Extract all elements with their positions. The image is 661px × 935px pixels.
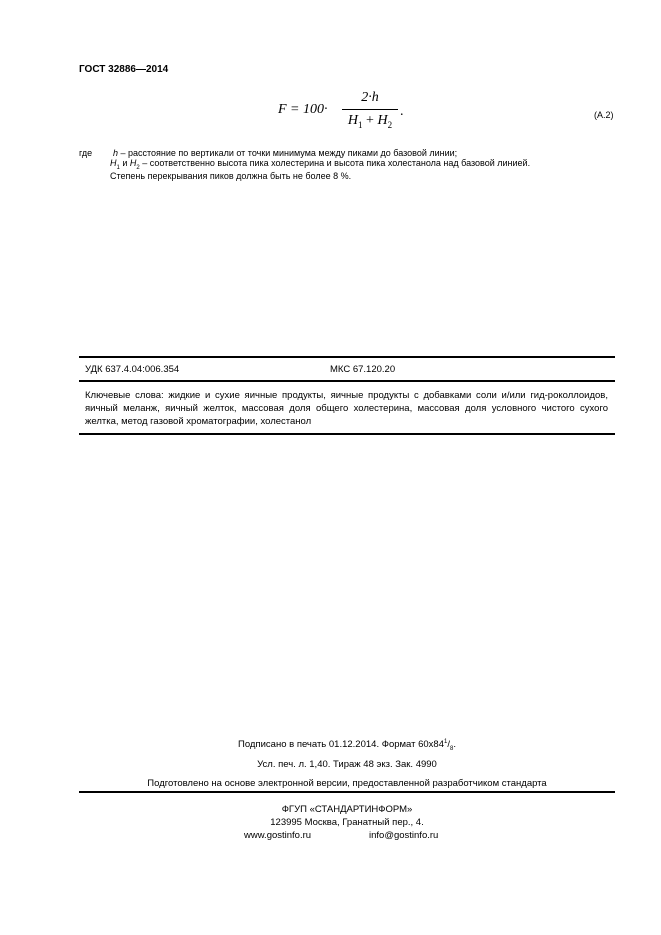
definition-h1-h2: $H_1$ и $H_2$ – соответственно высота пика холестерина и высота пика холестанола над базовой линией. (110, 158, 531, 171)
keywords: Ключевые слова: жидкие и сухие яичные продукты, яичные продукты с добавками соли и/или гид-роколлоидов, яичный меланж, яичный желток, массовая доля общего холестерина, массовая доля условного чистого сухого желтка, метод газовой хроматографии, холестанол (85, 390, 608, 427)
equation-number: (А.2) (594, 110, 614, 120)
divider-imprint (79, 791, 615, 793)
signed-for-print: Подписано в печать 01.12.2014. Формат $60x84^1/_8$. (238, 739, 456, 753)
divider-top (79, 356, 615, 358)
formula (278, 90, 418, 134)
overlap-requirement: Степень перекрывания пиков должна быть не более 8 %. (110, 171, 352, 181)
formula-period: . (400, 104, 404, 119)
divider-bottom (79, 433, 615, 435)
formula-numerator: 2·h (361, 90, 379, 105)
publisher-name: ФГУП «СТАНДАРТИНФОРМ» (281, 804, 413, 815)
publisher-email[interactable]: info@gostinfo.ru (369, 830, 439, 841)
udk-code: УДК 637.4.04:006.354 (85, 364, 180, 375)
definition-h: h – расстояние по вертикали от точки минимума между пиками до базовой линии; (113, 148, 458, 158)
print-info: Усл. печ. л. 1,40. Тираж 48 экз. Зак. 4990 (257, 759, 437, 770)
mks-code: МКС 67.120.20 (330, 364, 396, 375)
formula-lhs: F = 100· (278, 102, 328, 117)
formula-denominator: $H_1 + H_2$ (347, 113, 393, 130)
publisher-address: 123995 Москва, Гранатный пер., 4. (270, 817, 424, 828)
publisher-website[interactable]: www.gostinfo.ru (244, 830, 312, 841)
standard-code: ГОСТ 32886—2014 (79, 64, 169, 75)
fraction-bar (342, 109, 398, 110)
prepared-note: Подготовлено на основе электронной версии, предоставленной разработчиком стандарта (147, 778, 547, 789)
divider-middle (79, 380, 615, 382)
where-label: где (79, 148, 93, 158)
